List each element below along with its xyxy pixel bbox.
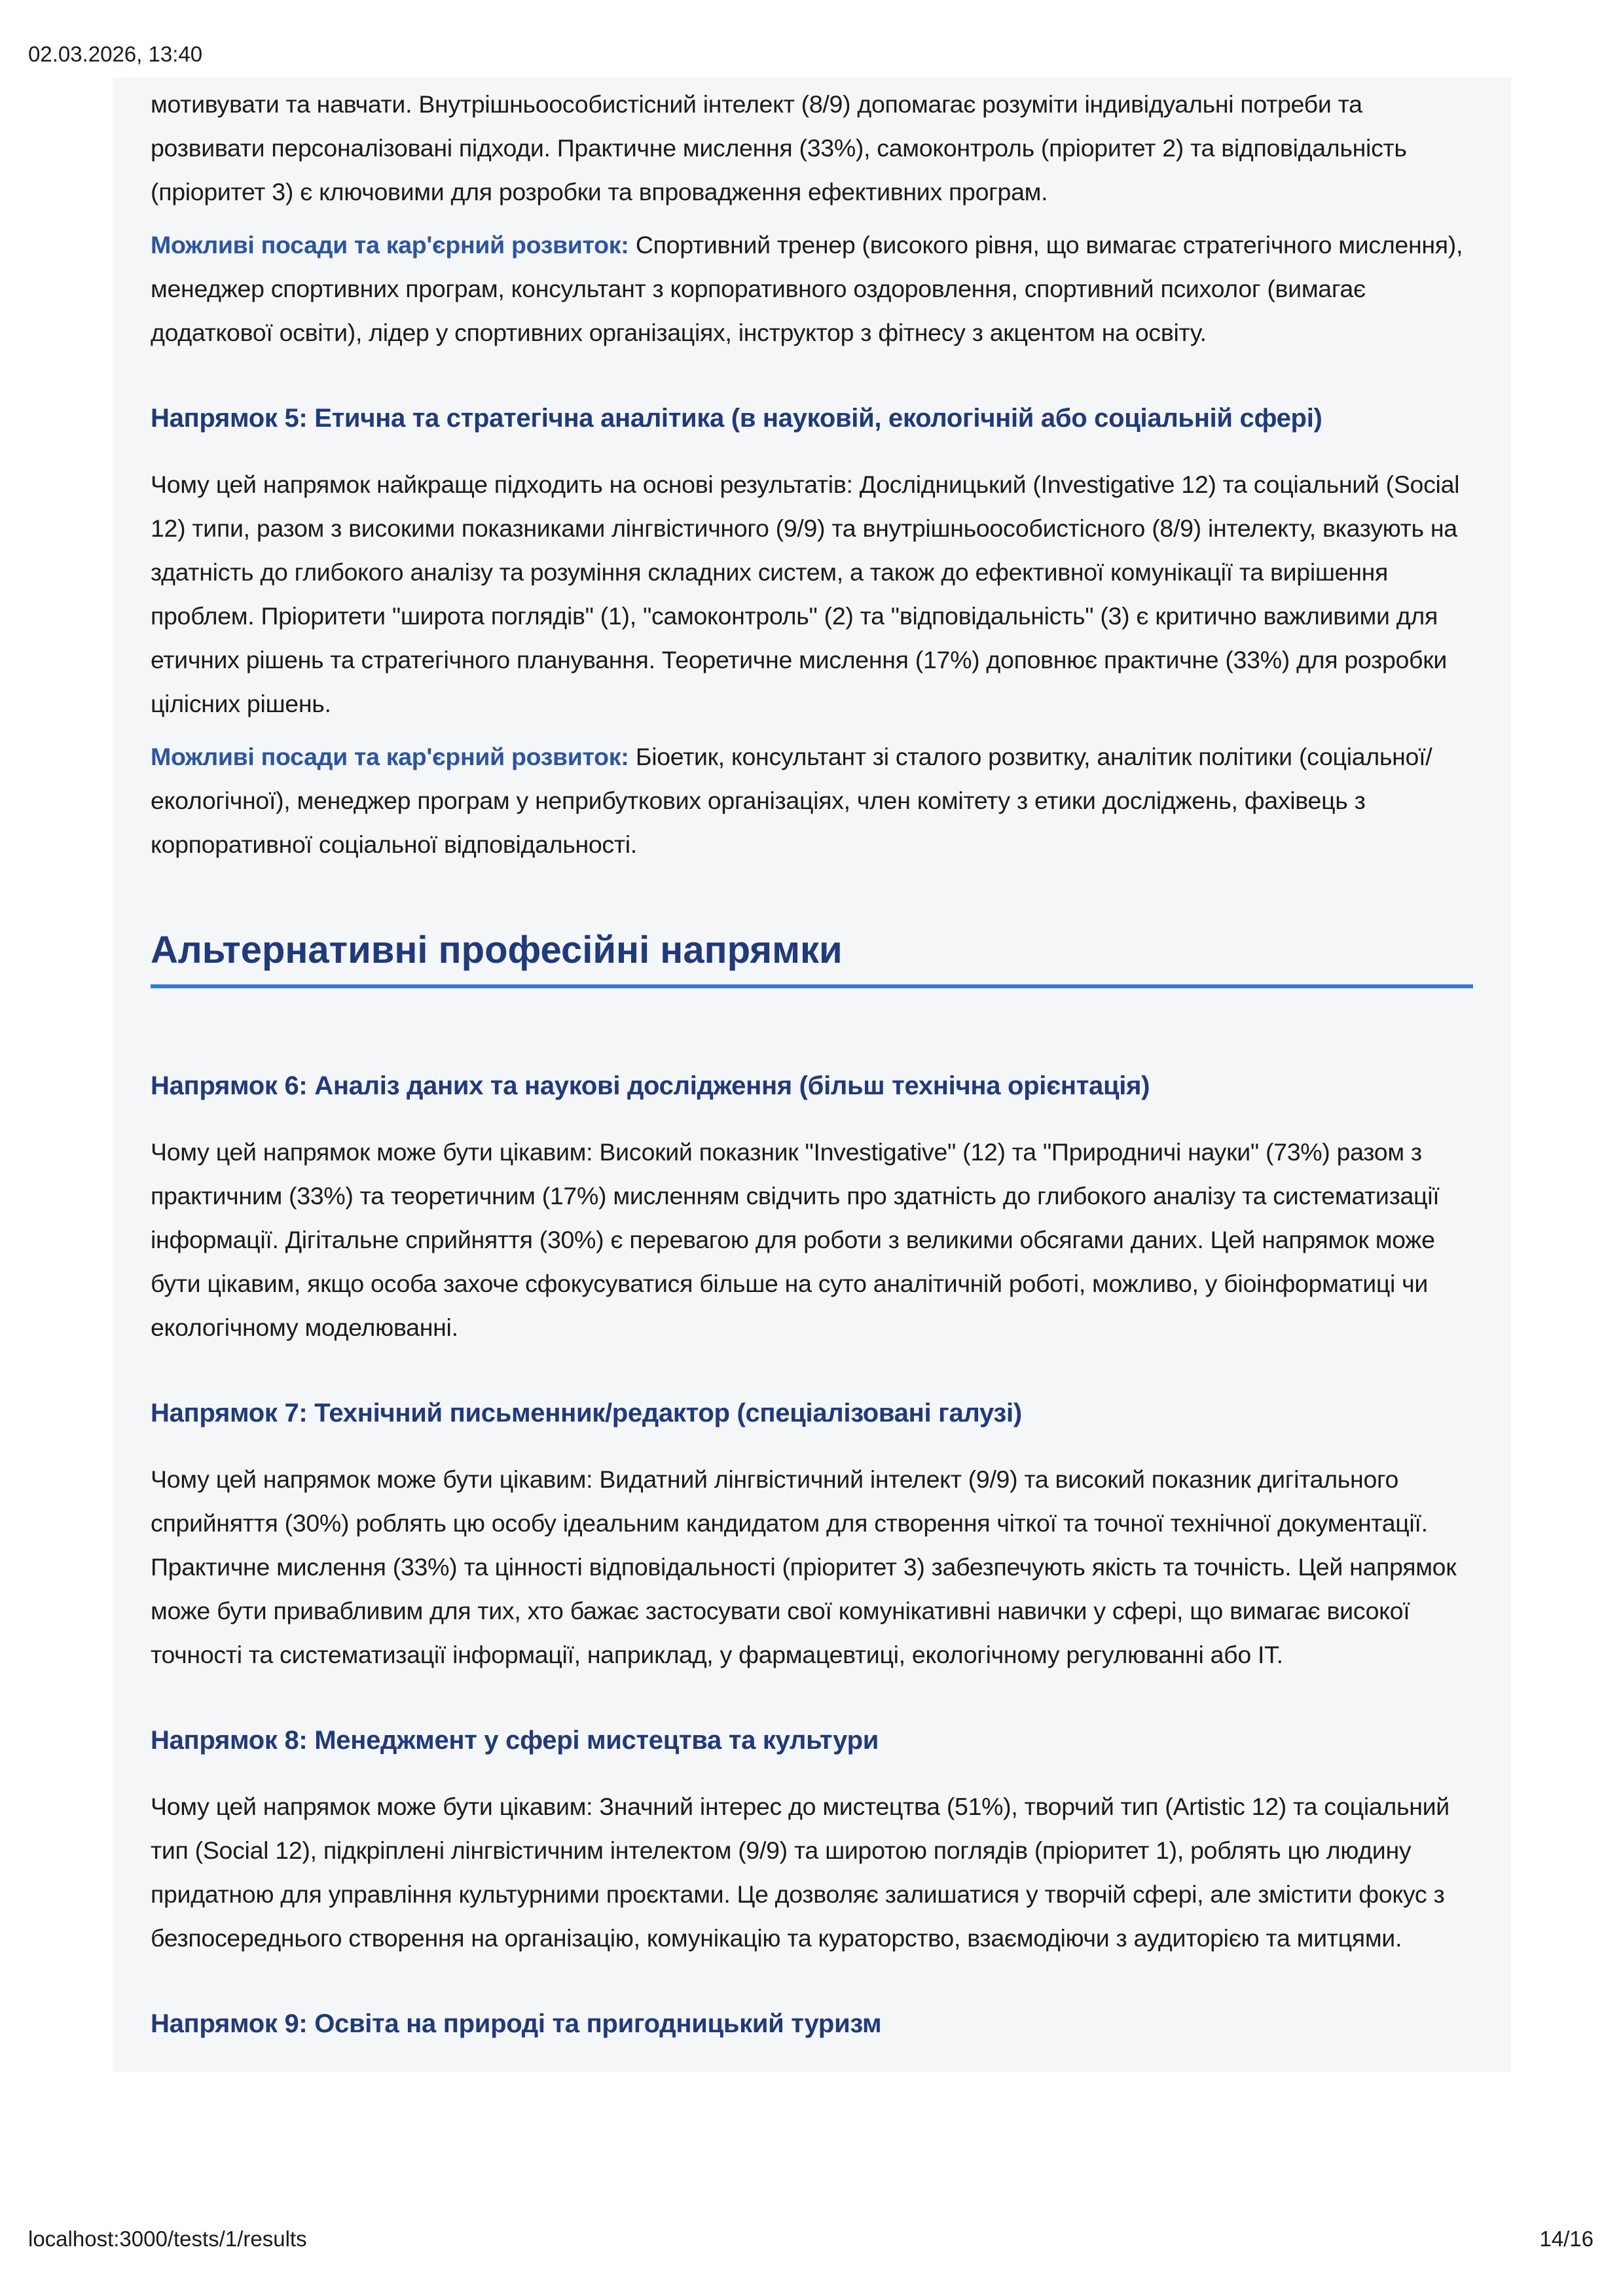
section-5-heading: Напрямок 5: Етична та стратегічна аналітика (в науковій, екологічній або соціальній сфері) — [151, 404, 1322, 433]
alternative-directions-block — [151, 925, 1473, 988]
careers-text: Біоетик, консультант зі сталого розвитку, аналітик політики (соціальної/екологічної), менеджер програм у неприбуткових організаціях, член комітету з етики досліджень, фахівець з корпоративної соціальної відповідальності. — [151, 743, 1432, 858]
section-7-heading: Напрямок 7: Технічний письменник/редактор (спеціалізовані галузі) — [151, 1399, 1022, 1427]
section-6-paragraph: Чому цей напрямок може бути цікавим: Високий показник "Investigative" (12) та "Природничі науки" (73%) разом з практичним (33%) та теоретичним (17%) мисленням свідчить про здатність до глибокого аналізу та систематизації інформації. Дігітальне сприйняття (30%) є перевагою для роботи з великими обсягами даних. Цей напрямок може бути цікавим, якщо особа захоче сфокусуватися більше на суто аналітичній роботі, можливо, у біоінформатиці чи екологічному моделюванні. — [151, 1138, 1440, 1341]
section-9-heading: Напрямок 9: Освіта на природі та пригодницький туризм — [151, 2009, 882, 2038]
section-7-paragraph: Чому цей напрямок може бути цікавим: Видатний лінгвістичний інтелект (9/9) та високий показник дигітального сприйняття (30%) роблять цю особу ідеальним кандидатом для створення чіткої та точної технічної документації. Практичне мислення (33%) та цінності відповідальності (пріоритет 3) забезпечують якість та точність. Цей напрямок може бути привабливим для тих, хто бажає застосувати свої комунікативні навички у сфері, що вимагає високої точності та систематизації інформації, наприклад, у фармацевтиці, екологічному регулюванні або ІТ. — [151, 1465, 1457, 1668]
section-5-paragraph: Чому цей напрямок найкраще підходить на основі результатів: Дослідницький (Investigative 12) та соціальний (Social 12) типи, разом з високими показниками лінгвістичного (9/9) та внутрішньоособистісного (8/9) інтелекту, вказують на здатність до глибокого аналізу та розуміння складних систем, а також до ефективної комунікації та вирішення проблем. Пріоритети "широта поглядів" (1), "самоконтроль" (2) та "відповідальність" (3) є критично важливими для етичних рішень та стратегічного планування. Теоретичне мислення (17%) доповнює практичне (33%) для розробки цілісних рішень. — [151, 471, 1460, 717]
content-card — [113, 77, 1511, 2072]
careers-label: Можливі посади та кар'єрний розвиток: — [151, 231, 629, 259]
section-8-paragraph: Чому цей напрямок може бути цікавим: Значний інтерес до мистецтва (51%), творчий тип (Artistic 12) та соціальний тип (Social 12), підкріплені лінгвістичним інтелектом (9/9) та широтою поглядів (пріоритет 1), роблять цю людину придатною для управління культурними проєктами. Це дозволяє залишатися у творчій сфері, але змістити фокус з безпосереднього створення на організацію, комунікацію та кураторство, взаємодіючи з аудиторією та митцями. — [151, 1793, 1450, 1952]
footer-page-number: 14/16 — [1539, 2227, 1594, 2251]
footer-url: localhost:3000/tests/1/results — [28, 2227, 307, 2251]
intro-careers-paragraph — [151, 223, 1473, 355]
careers-label: Можливі посади та кар'єрний розвиток: — [151, 743, 629, 770]
careers-text: Спортивний тренер (високого рівня, що вимагає стратегічного мислення), менеджер спортивних програм, консультант з корпоративного оздоровлення, спортивний психолог (вимагає додаткової освіти), лідер у спортивних організаціях, інструктор з фітнесу з акцентом на освіту. — [151, 231, 1463, 346]
alternative-directions-heading: Альтернативні професійні напрямки — [151, 929, 843, 971]
print-footer — [28, 2227, 1594, 2251]
section-5-careers-paragraph — [151, 735, 1473, 867]
section-6-heading: Напрямок 6: Аналіз даних та наукові дослідження (більш технічна орієнтація) — [151, 1071, 1150, 1100]
print-timestamp: 02.03.2026, 13:40 — [28, 42, 203, 66]
intro-paragraph: мотивувати та навчати. Внутрішньоособистісний інтелект (8/9) допомагає розуміти індивідуальні потреби та розвивати персоналізовані підходи. Практичне мислення (33%), самоконтроль (пріоритет 2) та відповідальність (пріоритет 3) є ключовими для розробки та впровадження ефективних програм. — [151, 90, 1407, 206]
section-8-heading: Напрямок 8: Менеджмент у сфері мистецтва та культури — [151, 1726, 879, 1755]
